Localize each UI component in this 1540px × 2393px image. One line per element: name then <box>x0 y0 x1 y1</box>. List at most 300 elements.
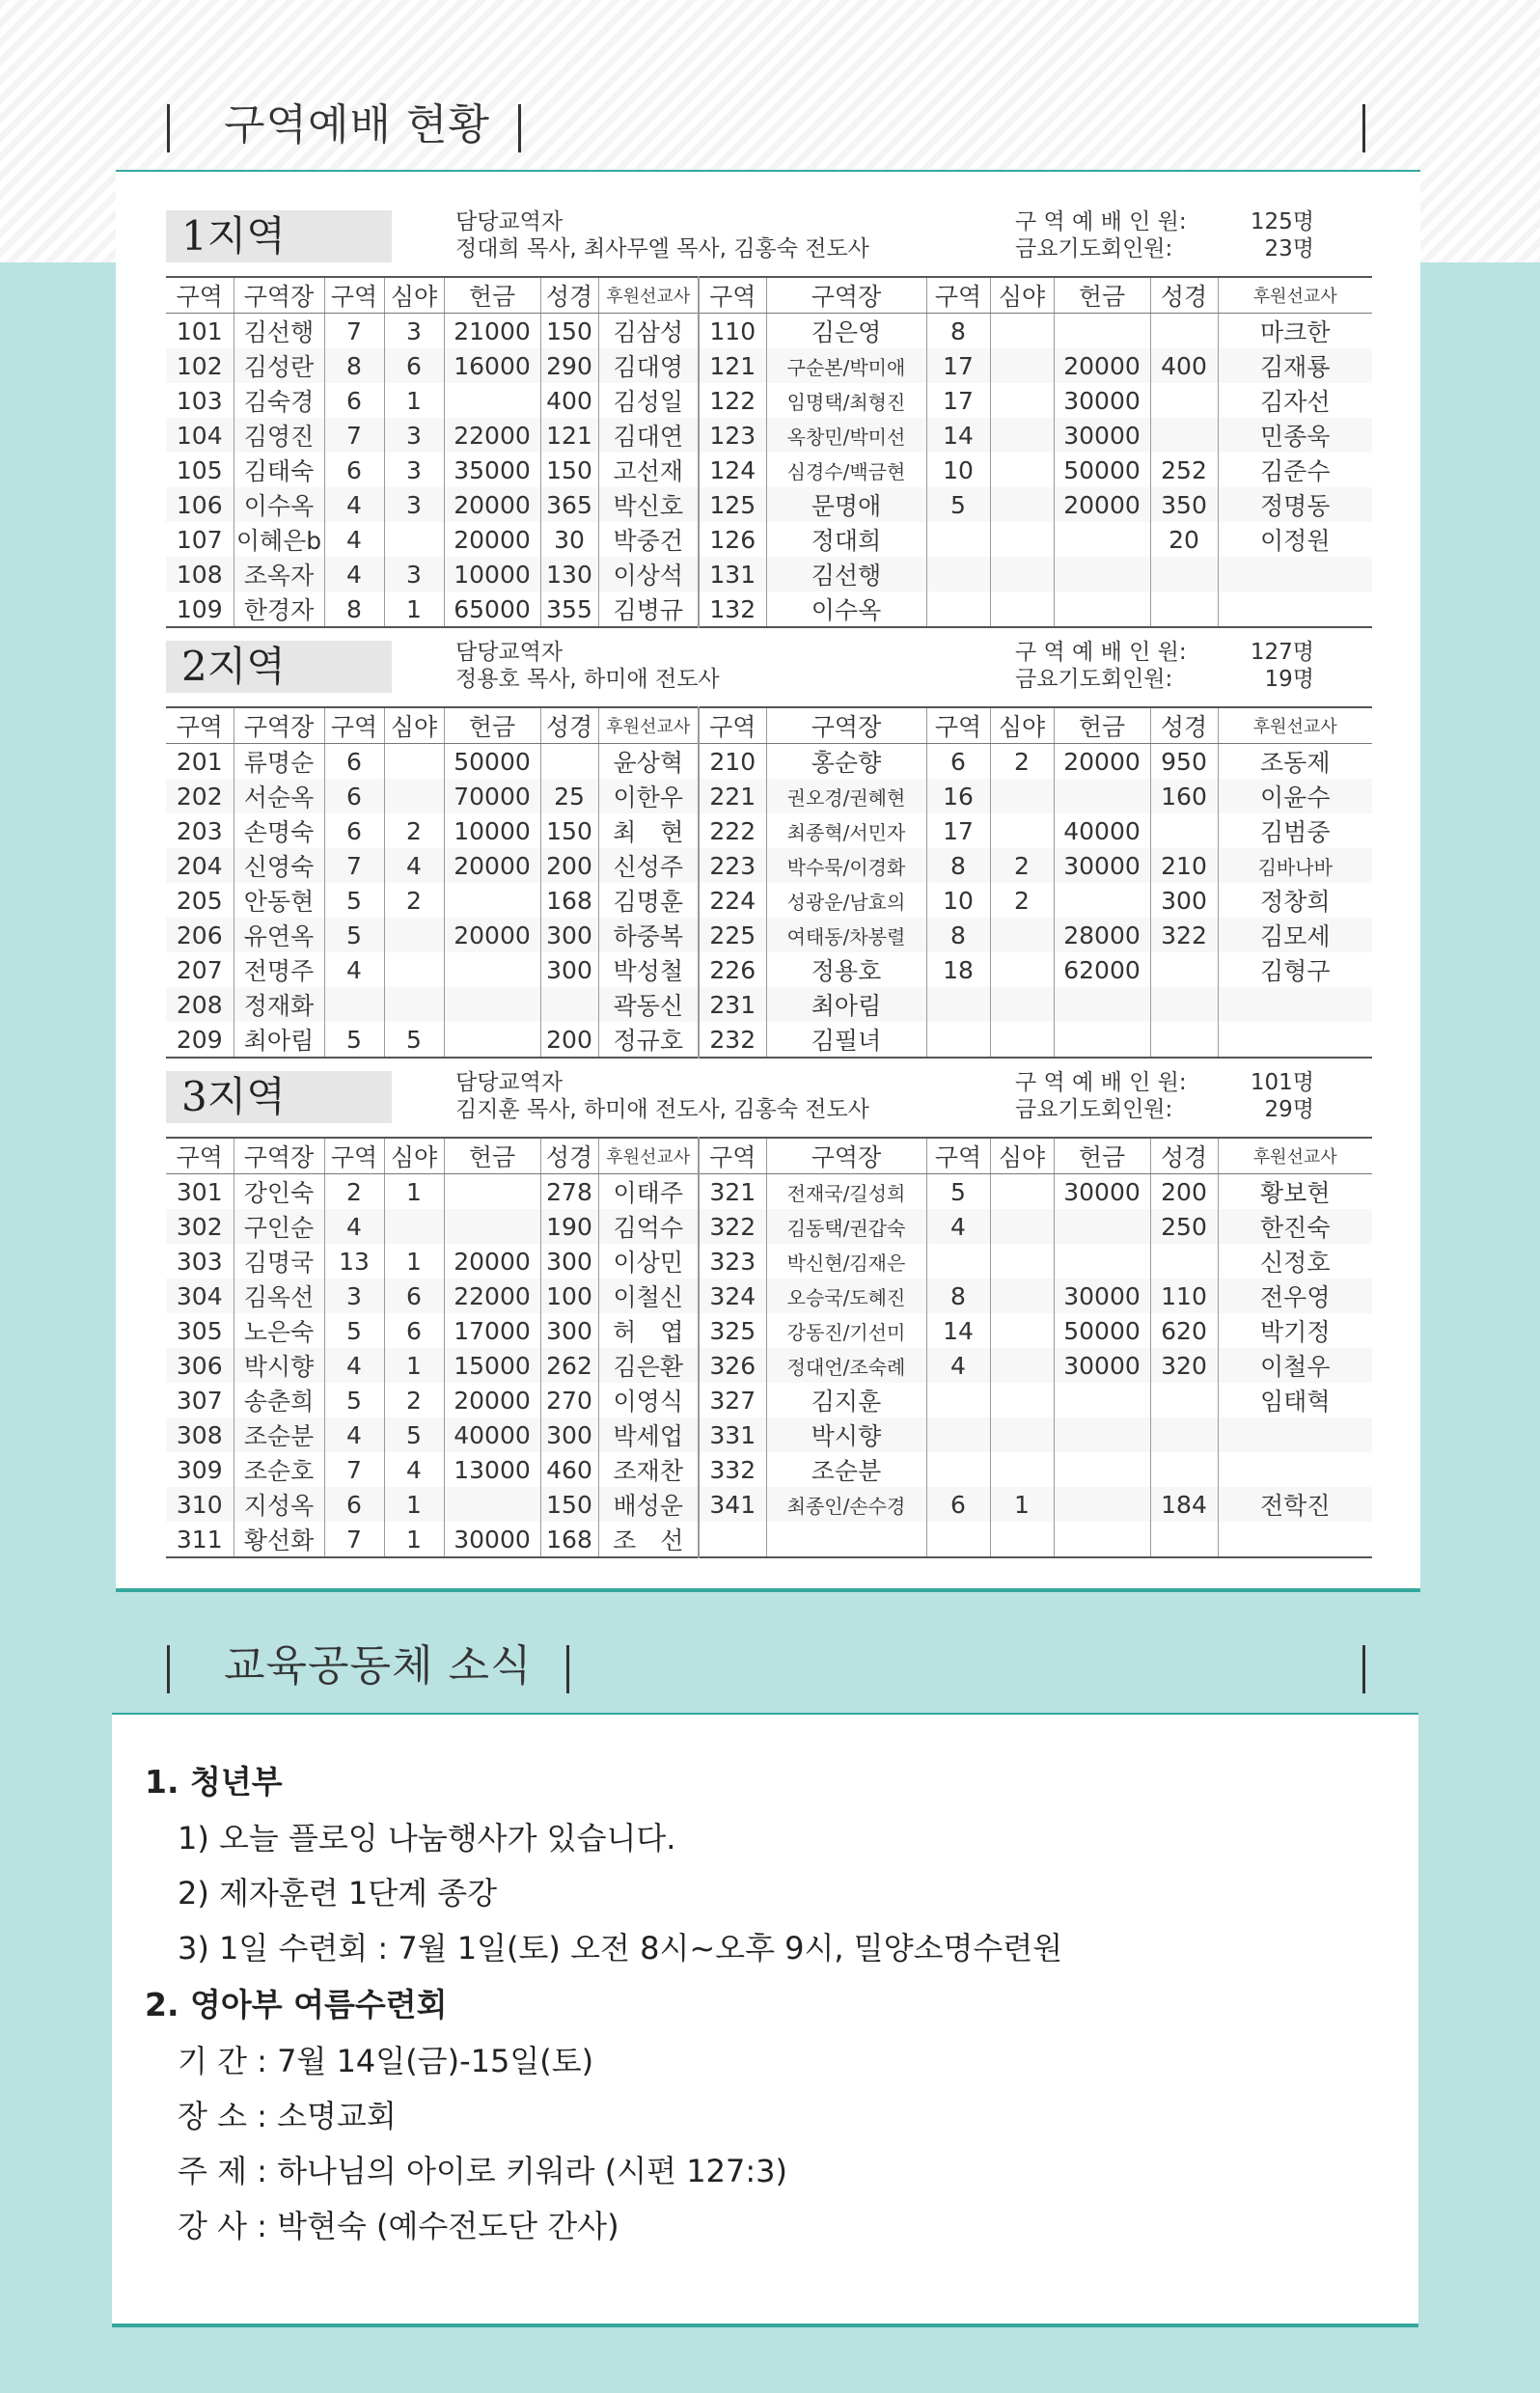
table-cell: 오승국/도혜진 <box>766 1279 926 1313</box>
table-cell <box>1150 1022 1218 1058</box>
table-cell: 7 <box>324 1452 384 1487</box>
table-cell: 정창희 <box>1218 883 1372 918</box>
column-header: 구역 <box>324 707 384 744</box>
table-cell: 전명주 <box>234 952 324 987</box>
table-cell: 이상민 <box>598 1244 699 1279</box>
table-cell: 구인순 <box>234 1209 324 1244</box>
table-cell <box>766 1522 926 1557</box>
column-header: 후원선교사 <box>1218 277 1372 314</box>
table-cell <box>990 1417 1054 1452</box>
table-cell: 226 <box>699 952 766 987</box>
table-cell: 한진숙 <box>1218 1209 1372 1244</box>
table-cell: 21000 <box>444 314 540 349</box>
table-cell: 221 <box>699 779 766 813</box>
prayer-count-label: 금요기도회인원: <box>1015 236 1173 261</box>
table-cell: 문명애 <box>766 487 926 522</box>
table-row <box>166 1522 1372 1557</box>
table-row <box>166 348 1372 383</box>
table-cell: 2 <box>990 883 1054 918</box>
table-row <box>166 487 1372 522</box>
minister-names: 김지훈 목사, 하미애 전도사, 김홍숙 전도사 <box>455 1097 869 1122</box>
table-cell: 이한우 <box>598 779 699 813</box>
table-cell: 정대희 <box>766 522 926 557</box>
table-cell: 322 <box>699 1209 766 1244</box>
table-cell: 65000 <box>444 591 540 627</box>
table-cell: 조 선 <box>598 1522 699 1557</box>
table-cell <box>384 744 444 780</box>
table-row <box>166 987 1372 1022</box>
table-cell: 허 엽 <box>598 1313 699 1348</box>
table-cell: 황선화 <box>234 1522 324 1557</box>
table-cell: 신영숙 <box>234 848 324 883</box>
table-cell: 16000 <box>444 348 540 383</box>
table-cell: 곽동신 <box>598 987 699 1022</box>
table-cell: 14 <box>926 418 990 453</box>
table-cell: 옥창민/박미선 <box>766 418 926 453</box>
table-cell <box>990 418 1054 453</box>
table-cell: 김선행 <box>766 557 926 591</box>
table-cell: 7 <box>324 1522 384 1557</box>
worship-count-label: 구 역 예 배 인 원: <box>1015 1070 1187 1095</box>
table-cell: 20000 <box>1054 487 1150 522</box>
column-header: 구역 <box>926 277 990 314</box>
column-header: 후원선교사 <box>598 277 699 314</box>
table-cell <box>444 883 540 918</box>
table-cell: 최종혁/서민자 <box>766 813 926 848</box>
table-cell: 150 <box>540 453 598 487</box>
table-cell: 2 <box>384 883 444 918</box>
column-header: 구역 <box>699 277 766 314</box>
table-cell: 이혜은b <box>234 522 324 557</box>
table-cell: 3 <box>384 557 444 591</box>
minister-label: 담당교역자 <box>455 209 564 234</box>
column-header: 헌금 <box>444 277 540 314</box>
prayer-count-label: 금요기도회인원: <box>1015 1097 1173 1122</box>
table-cell: 8 <box>324 591 384 627</box>
table-cell: 신정호 <box>1218 1244 1372 1279</box>
region-ministers <box>455 639 720 693</box>
table-cell: 민종욱 <box>1218 418 1372 453</box>
table-cell: 1 <box>384 1348 444 1383</box>
table-cell: 400 <box>540 383 598 418</box>
table-cell: 327 <box>699 1383 766 1417</box>
table-cell: 200 <box>540 848 598 883</box>
table-row <box>166 418 1372 453</box>
table-cell <box>990 1383 1054 1417</box>
table-cell: 8 <box>926 314 990 349</box>
table-cell: 이영식 <box>598 1383 699 1417</box>
table-cell: 331 <box>699 1417 766 1452</box>
table-cell: 1 <box>384 1174 444 1210</box>
column-header: 구역장 <box>234 1138 324 1174</box>
table-cell: 8 <box>926 918 990 952</box>
column-header: 구역 <box>166 707 234 744</box>
table-cell: 6 <box>324 813 384 848</box>
table-cell: 300 <box>540 1417 598 1452</box>
table-row <box>166 883 1372 918</box>
header-divider-mid <box>518 104 521 152</box>
minister-label: 담당교역자 <box>455 640 564 665</box>
table-cell: 30000 <box>1054 383 1150 418</box>
table-cell <box>1218 1417 1372 1452</box>
table-cell <box>1150 813 1218 848</box>
table-cell <box>1150 314 1218 349</box>
table-cell: 김재룡 <box>1218 348 1372 383</box>
table-cell <box>384 522 444 557</box>
table-cell: 300 <box>1150 883 1218 918</box>
table-cell: 2 <box>384 1383 444 1417</box>
table-cell: 김대영 <box>598 348 699 383</box>
table-cell <box>444 952 540 987</box>
header-divider-right <box>1362 1645 1365 1693</box>
table-cell: 정재화 <box>234 987 324 1022</box>
table-cell: 조옥자 <box>234 557 324 591</box>
table-cell: 18 <box>926 952 990 987</box>
table-cell: 임태혁 <box>1218 1383 1372 1417</box>
table-cell: 322 <box>1150 918 1218 952</box>
table-cell: 정명동 <box>1218 487 1372 522</box>
table-cell: 231 <box>699 987 766 1022</box>
table-cell <box>990 1348 1054 1383</box>
worship-section-header <box>0 96 1540 154</box>
table-cell: 14 <box>926 1313 990 1348</box>
table-cell: 4 <box>324 487 384 522</box>
column-header: 심야 <box>384 277 444 314</box>
table-cell: 김준수 <box>1218 453 1372 487</box>
table-cell: 이윤수 <box>1218 779 1372 813</box>
region-counts <box>1015 208 1314 262</box>
youth-item: 3) 1일 수련회 : 7월 1일(토) 오전 8시~오후 9시, 밀양소명수련원 <box>178 1930 1063 1967</box>
region-block <box>166 629 1372 1059</box>
table-cell: 6 <box>324 1487 384 1522</box>
table-row <box>166 1174 1372 1210</box>
table-cell: 4 <box>384 1452 444 1487</box>
table-cell <box>1218 987 1372 1022</box>
table-cell: 박성철 <box>598 952 699 987</box>
table-cell: 4 <box>324 952 384 987</box>
column-header: 성경 <box>540 277 598 314</box>
table-cell <box>1150 591 1218 627</box>
table-cell: 손명숙 <box>234 813 324 848</box>
table-cell: 130 <box>540 557 598 591</box>
table-cell: 6 <box>926 1487 990 1522</box>
table-cell <box>926 1022 990 1058</box>
worship-count: 125명 <box>1250 209 1314 234</box>
table-cell: 전학진 <box>1218 1487 1372 1522</box>
table-cell <box>926 1244 990 1279</box>
table-cell: 8 <box>926 848 990 883</box>
column-header: 구역 <box>699 707 766 744</box>
table-cell <box>1150 557 1218 591</box>
table-cell: 50000 <box>1054 453 1150 487</box>
table-row <box>166 744 1372 780</box>
table-cell: 구순본/박미애 <box>766 348 926 383</box>
table-cell: 232 <box>699 1022 766 1058</box>
table-cell: 전재국/길성희 <box>766 1174 926 1210</box>
column-header: 구역 <box>324 277 384 314</box>
table-cell: 김은환 <box>598 1348 699 1383</box>
table-cell: 203 <box>166 813 234 848</box>
table-cell <box>926 1452 990 1487</box>
table-cell: 하중복 <box>598 918 699 952</box>
table-cell: 305 <box>166 1313 234 1348</box>
table-cell: 김성란 <box>234 348 324 383</box>
table-row <box>166 1487 1372 1522</box>
table-cell: 62000 <box>1054 952 1150 987</box>
table-cell: 2 <box>990 848 1054 883</box>
table-cell: 202 <box>166 779 234 813</box>
region-ministers <box>455 1069 869 1123</box>
table-cell: 355 <box>540 591 598 627</box>
table-cell: 4 <box>324 557 384 591</box>
column-header: 구역 <box>926 1138 990 1174</box>
table-cell: 102 <box>166 348 234 383</box>
table-cell: 조순호 <box>234 1452 324 1487</box>
region-header <box>166 199 1372 276</box>
table-row <box>166 952 1372 987</box>
region-table <box>166 276 1372 628</box>
table-cell: 강동진/기선미 <box>766 1313 926 1348</box>
table-cell: 정규호 <box>598 1022 699 1058</box>
column-header: 심야 <box>384 707 444 744</box>
prayer-count-label: 금요기도회인원: <box>1015 667 1173 692</box>
table-cell: 한경자 <box>234 591 324 627</box>
table-cell: 168 <box>540 883 598 918</box>
education-bottom-rule <box>112 2324 1418 2327</box>
table-row <box>166 1417 1372 1452</box>
column-header: 구역 <box>166 1138 234 1174</box>
table-cell: 2 <box>990 744 1054 780</box>
table-cell <box>990 557 1054 591</box>
table-cell: 131 <box>699 557 766 591</box>
worship-status-panel <box>116 172 1420 1590</box>
column-header: 성경 <box>1150 707 1218 744</box>
table-cell: 박수묵/이경화 <box>766 848 926 883</box>
table-header-row <box>166 707 1372 744</box>
table-cell: 310 <box>166 1487 234 1522</box>
table-cell: 20000 <box>444 1244 540 1279</box>
table-cell: 150 <box>540 1487 598 1522</box>
table-cell: 321 <box>699 1174 766 1210</box>
table-cell <box>1054 1417 1150 1452</box>
table-cell: 126 <box>699 522 766 557</box>
table-cell: 15000 <box>444 1348 540 1383</box>
table-cell <box>444 383 540 418</box>
table-cell: 223 <box>699 848 766 883</box>
table-cell: 50000 <box>1054 1313 1150 1348</box>
table-cell: 김태숙 <box>234 453 324 487</box>
table-cell: 124 <box>699 453 766 487</box>
table-cell: 184 <box>1150 1487 1218 1522</box>
region-block <box>166 1059 1372 1558</box>
table-cell: 고선재 <box>598 453 699 487</box>
table-cell: 정용호 <box>766 952 926 987</box>
worship-bottom-rule <box>116 1588 1420 1592</box>
table-row <box>166 453 1372 487</box>
worship-section-title: 구역예배 현황 <box>224 100 491 150</box>
table-cell: 노은숙 <box>234 1313 324 1348</box>
table-cell <box>384 918 444 952</box>
table-cell <box>384 1209 444 1244</box>
table-cell: 252 <box>1150 453 1218 487</box>
region-counts <box>1015 639 1314 693</box>
table-cell: 30000 <box>444 1522 540 1557</box>
table-cell: 207 <box>166 952 234 987</box>
table-cell: 6 <box>384 1279 444 1313</box>
table-cell: 300 <box>540 1313 598 1348</box>
table-cell <box>1150 952 1218 987</box>
table-cell: 300 <box>540 1244 598 1279</box>
table-cell: 6 <box>324 779 384 813</box>
table-cell: 여태동/차봉렬 <box>766 918 926 952</box>
table-header-row <box>166 1138 1372 1174</box>
column-header: 성경 <box>1150 277 1218 314</box>
table-cell: 10000 <box>444 557 540 591</box>
column-header: 구역 <box>699 1138 766 1174</box>
table-cell <box>1150 1383 1218 1417</box>
education-section-header <box>0 1637 1540 1695</box>
table-cell: 6 <box>324 453 384 487</box>
table-cell: 1 <box>384 1522 444 1557</box>
table-cell: 17 <box>926 348 990 383</box>
table-cell: 이철우 <box>1218 1348 1372 1383</box>
table-cell: 김병규 <box>598 591 699 627</box>
table-cell: 김바나바 <box>1218 848 1372 883</box>
table-cell: 5 <box>324 1383 384 1417</box>
header-divider-left <box>167 104 170 152</box>
table-cell <box>926 591 990 627</box>
table-cell <box>926 557 990 591</box>
table-cell: 10 <box>926 453 990 487</box>
table-cell <box>926 522 990 557</box>
table-cell <box>1150 987 1218 1022</box>
table-cell <box>1218 1022 1372 1058</box>
table-cell: 28000 <box>1054 918 1150 952</box>
table-cell: 16 <box>926 779 990 813</box>
region-header <box>166 629 1372 706</box>
column-header: 성경 <box>540 707 598 744</box>
table-cell: 7 <box>324 314 384 349</box>
table-cell: 7 <box>324 418 384 453</box>
table-cell: 신성주 <box>598 848 699 883</box>
column-header: 후원선교사 <box>598 1138 699 1174</box>
youth-heading: 1. 청년부 <box>145 1763 283 1801</box>
table-cell: 김영진 <box>234 418 324 453</box>
table-cell: 김명국 <box>234 1244 324 1279</box>
table-row <box>166 918 1372 952</box>
table-cell: 6 <box>926 744 990 780</box>
table-cell: 620 <box>1150 1313 1218 1348</box>
table-row <box>166 1022 1372 1058</box>
table-cell: 103 <box>166 383 234 418</box>
table-cell <box>990 591 1054 627</box>
table-cell: 123 <box>699 418 766 453</box>
table-cell: 210 <box>699 744 766 780</box>
table-cell: 311 <box>166 1522 234 1557</box>
table-cell: 301 <box>166 1174 234 1210</box>
table-cell: 2 <box>384 813 444 848</box>
table-cell: 210 <box>1150 848 1218 883</box>
table-cell: 5 <box>324 918 384 952</box>
region-name: 1지역 <box>166 210 392 262</box>
table-cell: 30000 <box>1054 848 1150 883</box>
table-cell <box>384 952 444 987</box>
table-cell: 110 <box>699 314 766 349</box>
table-cell: 323 <box>699 1244 766 1279</box>
table-cell: 40000 <box>444 1417 540 1452</box>
table-cell: 이정원 <box>1218 522 1372 557</box>
table-cell: 30000 <box>1054 1279 1150 1313</box>
table-cell <box>926 987 990 1022</box>
column-header: 성경 <box>1150 1138 1218 1174</box>
table-cell: 3 <box>384 453 444 487</box>
table-cell <box>1218 557 1372 591</box>
table-cell <box>990 314 1054 349</box>
table-cell: 17 <box>926 383 990 418</box>
table-cell: 김삼성 <box>598 314 699 349</box>
table-cell: 4 <box>926 1348 990 1383</box>
table-cell <box>1054 1522 1150 1557</box>
table-cell: 306 <box>166 1348 234 1383</box>
column-header: 구역장 <box>766 277 926 314</box>
table-cell: 206 <box>166 918 234 952</box>
column-header: 후원선교사 <box>598 707 699 744</box>
table-cell: 박신현/김재은 <box>766 1244 926 1279</box>
table-row <box>166 522 1372 557</box>
table-cell: 8 <box>926 1279 990 1313</box>
table-cell: 6 <box>324 383 384 418</box>
region-table <box>166 1137 1372 1558</box>
table-cell: 132 <box>699 591 766 627</box>
infant-item: 강 사 : 박현숙 (예수전도단 간사) <box>178 2208 619 2244</box>
table-cell: 4 <box>384 848 444 883</box>
table-cell: 208 <box>166 987 234 1022</box>
table-cell <box>444 1209 540 1244</box>
table-cell <box>990 522 1054 557</box>
table-cell: 6 <box>384 348 444 383</box>
table-cell <box>1054 1022 1150 1058</box>
table-cell: 김옥선 <box>234 1279 324 1313</box>
table-cell: 임명택/최형진 <box>766 383 926 418</box>
table-cell: 7 <box>324 848 384 883</box>
table-cell: 121 <box>540 418 598 453</box>
table-cell: 김은영 <box>766 314 926 349</box>
table-cell <box>1150 418 1218 453</box>
table-cell: 박중건 <box>598 522 699 557</box>
table-cell <box>990 813 1054 848</box>
table-row <box>166 813 1372 848</box>
education-news-panel <box>112 1715 1418 2324</box>
table-cell <box>990 952 1054 987</box>
table-cell <box>540 744 598 780</box>
header-divider-mid <box>566 1645 569 1693</box>
table-cell: 222 <box>699 813 766 848</box>
table-cell: 200 <box>540 1022 598 1058</box>
table-cell: 121 <box>699 348 766 383</box>
table-cell: 5 <box>324 1313 384 1348</box>
table-cell: 1 <box>384 591 444 627</box>
table-cell: 104 <box>166 418 234 453</box>
table-cell: 4 <box>324 1348 384 1383</box>
table-cell <box>384 779 444 813</box>
table-cell <box>1054 1244 1150 1279</box>
prayer-count: 29명 <box>1264 1097 1314 1122</box>
table-cell: 3 <box>384 418 444 453</box>
table-cell: 160 <box>1150 779 1218 813</box>
prayer-count: 19명 <box>1264 667 1314 692</box>
table-cell <box>1054 522 1150 557</box>
youth-item: 1) 오늘 플로잉 나눔행사가 있습니다. <box>178 1820 676 1857</box>
